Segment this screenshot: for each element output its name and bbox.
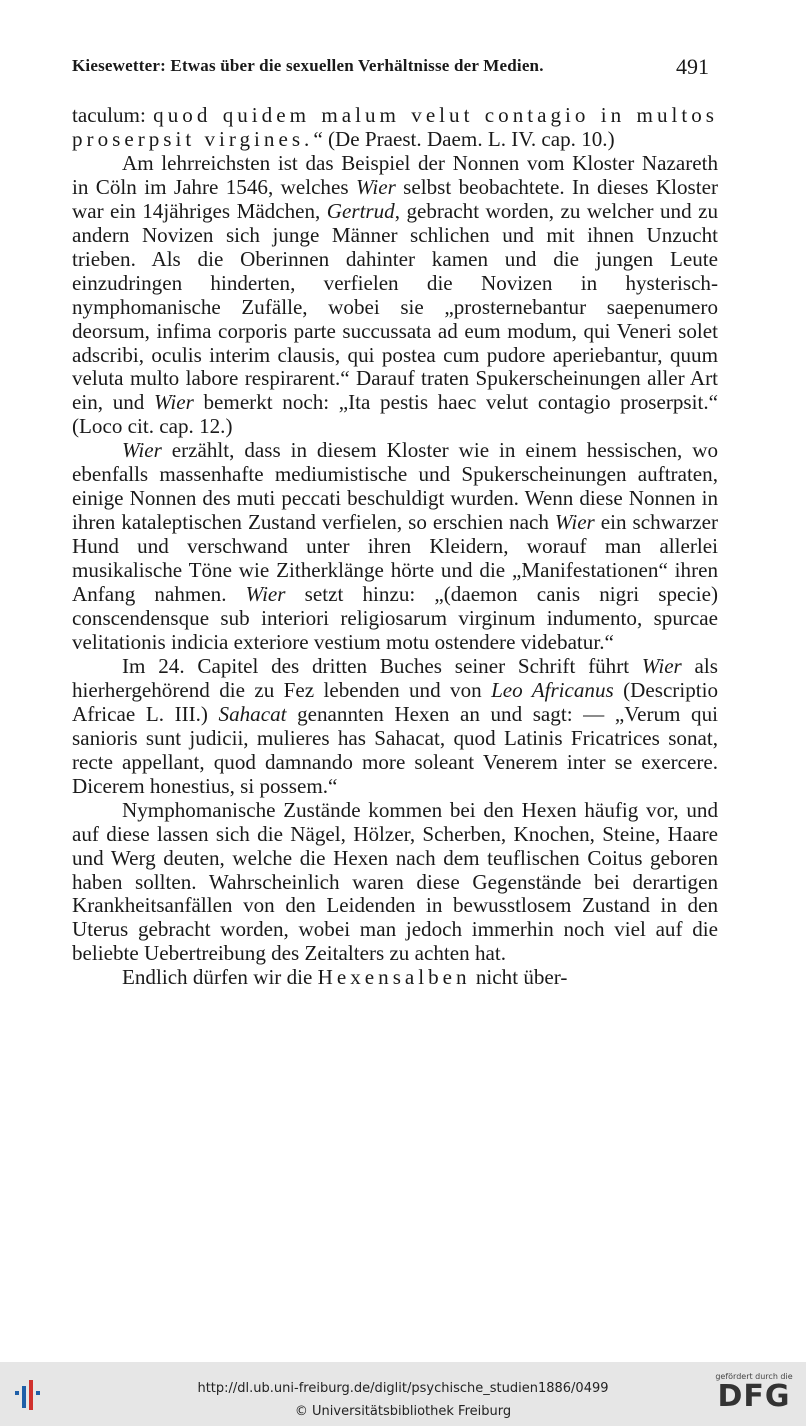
text-run: Am lehrreichsten ist das Beispiel der Nonnen vom Kloster Nazareth in Cöln im Jahre 1546, welches: [72, 150, 718, 199]
emphasis-name: Sahacat: [218, 701, 287, 726]
text-run: Im 24. Capitel des dritten Buches seiner Schrift führt: [122, 653, 642, 678]
text-run: selbst beobachtete. In dieses Kloster war ein 14jähriges Mädchen,: [72, 174, 718, 223]
body-text: [72, 104, 718, 990]
text-run: nicht über-: [470, 965, 568, 990]
emphasis-name: Leo Africanus: [491, 677, 614, 702]
dfg-logo-text: DFG: [717, 1379, 791, 1414]
text-run: ein schwarzer Hund und verschwand unter ihren Kleidern, worauf man allerlei musikalische Töne wie Zitherklänge hörte und die „Manifestationen“ ihren Anfang nahmen.: [72, 510, 718, 607]
paragraph-6: [72, 966, 718, 990]
emphasis-name: Wier: [122, 438, 162, 463]
page-number: 491: [676, 54, 709, 79]
paragraph-4: [72, 655, 718, 799]
dfg-tagline: gefördert durch die: [715, 1372, 793, 1381]
running-title: Kiesewetter: Etwas über die sexuellen Verhältnisse der Medien.: [72, 56, 544, 75]
text-run: als hierhergehörend die zu Fez lebenden und von: [72, 653, 718, 702]
emphasis-name: Wier: [245, 582, 286, 607]
emphasis-name: Gertrud: [326, 198, 395, 223]
dfg-funding-logo[interactable]: [706, 1372, 802, 1420]
text-run: “ (De Praest. Daem. L. IV. cap. 10.): [313, 126, 615, 151]
text-run: taculum:: [72, 103, 154, 127]
text-run: erzählt, dass in diesem Kloster wie in einem hessischen, wo ebenfalls massenhafte mediumistische und Spukerscheinungen auftraten, einige Nonnen des muti peccati beschuldigt wurden. Wenn diese Nonnen in ihren kataleptischen Zustand verfielen, so erschien nach: [72, 438, 718, 535]
text-run: setzt hinzu: „(daemon canis nigri specie) conscendensque sub interiori religiosarum virginum indumento, spurcae velitationis indicia exteriore vestium motu ostendere videbatur.“: [72, 582, 718, 654]
paragraph-1: [72, 104, 718, 152]
emphasis-name: Wier: [641, 653, 682, 678]
copyright-notice: © Universitätsbibliothek Freiburg: [294, 1404, 512, 1419]
emphasis-name: Wier: [355, 174, 396, 199]
spaced-latin-text: quod quidem malum velut contagio in multos proserpsit virgines.: [72, 103, 718, 151]
emphasis-name: Wier: [154, 390, 194, 415]
text-run: Endlich dürfen wir die: [122, 965, 318, 990]
text-run: , gebracht worden, zu welcher und zu andern Novizen sich junge Männer schlichen und mit ihnen Unzucht trieben. Als die Oberinnen dahinter kamen und die jungen Leute einzudringen hinderten, verfielen die Novizen in hysterisch-nymphomanische Zufälle, wobei sie „prosternebantur saepenumero deorsum, infima corporis parte succussata ad eum modum, qui Veneri solet adscribi, oculis interim clausis, qui postea cum pudore aperiebantur, quum veluta multo labore respirarent.“ Darauf traten Spukerscheinungen aller Art ein, und: [72, 198, 718, 415]
text-run: genannten Hexen an und sagt: — „Verum qui sanioris sunt judicii, mulieres has Sahacat, quod Latinis Fricatrices sonat, recte appellant, quod damnando more soleant Venerem inter se exercere. Dicerem honestius, si possem.“: [72, 701, 718, 798]
paragraph-2: [72, 152, 718, 439]
text-run: bemerkt noch: „Ita pestis haec velut contagio proserpsit.“ (Loco cit. cap. 12.): [72, 390, 718, 439]
paragraph-5: Nymphomanische Zustände kommen bei den Hexen häufig vor, und auf diese lassen sich die Nägel, Hölzer, Scherben, Knochen, Steine, Haare und Werg deuten, welche die Hexen nach dem teuflischen Coitus geboren haben sollten. Wahrscheinlich waren diese Gegenstände bei derartigen Krankheitsanfällen von den Leidenden in bewusstlosem Zustand in den Uterus gebracht worden, wobei man jedoch immerhin noch viel auf die beliebte Uebertreibung des Zeitalters zu achten hat.: [72, 797, 718, 966]
permalink-url[interactable]: http://dl.ub.uni-freiburg.de/diglit/psychische_studien1886/0499: [197, 1381, 609, 1396]
paragraph-3: [72, 439, 718, 655]
emphasis-name: Wier: [554, 510, 595, 535]
spaced-term: Hexensalben: [317, 965, 471, 990]
text-run: (Descriptio Africae L. III.): [72, 677, 719, 726]
